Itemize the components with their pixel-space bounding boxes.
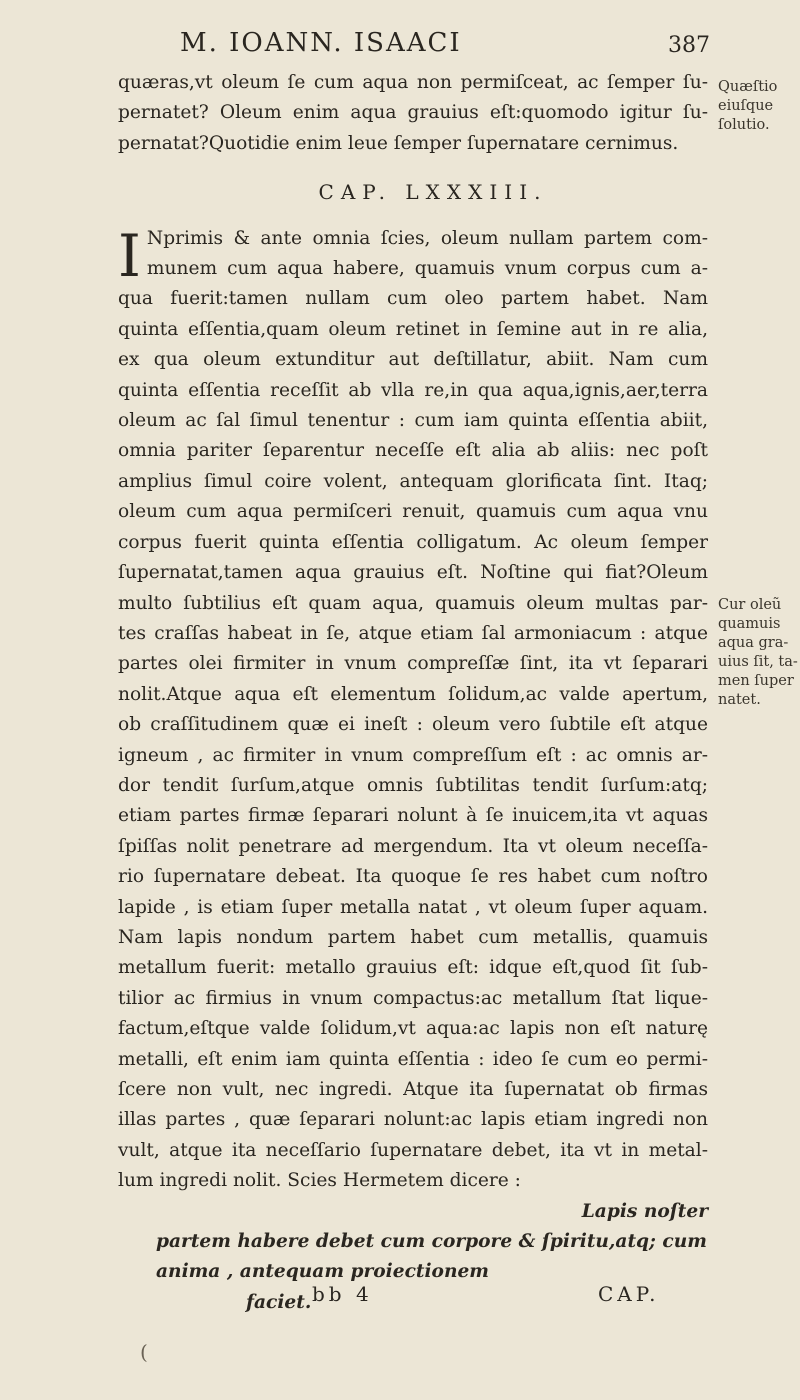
quote-line: anima , antequam proiectionem [156, 1261, 489, 1283]
text-line: pernatat?Quotidie enim leue ſemper ſupernatare cernimus. [118, 132, 679, 154]
text-line: metalli, eſt enim iam quinta eſſentia : ideo ſe cum eo permi- [118, 1048, 708, 1070]
margin-note-question: Quæſtio eiuſque ſolutio. [718, 79, 778, 133]
chapter-opening [118, 221, 708, 290]
text-line: ob craſſitudinem quæ ei ineſt : oleum vero ſubtile eſt atque [118, 714, 708, 736]
text-line: etiam partes firmæ ſeparari nolunt à ſe inuicem,ita vt aquas [118, 805, 708, 827]
text-line: qua fuerit:tamen nullam cum oleo partem habet. Nam [118, 288, 708, 310]
catchword: CAP. [598, 1282, 660, 1306]
text-line: pernatet? Oleum enim aqua grauius eſt:quomodo igitur ſu- [118, 102, 708, 124]
margin-note-oil: Cur oleũ quamuis aqua gra-uius ſit, ta-men ſuper natet. [718, 597, 798, 708]
quote-line: faciet. [246, 1291, 312, 1313]
text-line: Nprimis & ante omnia ſcies, oleum nullam partem com- [146, 227, 708, 249]
text-line: tes craſſas habeat in ſe, atque etiam ſal armoniacum : atque [118, 622, 708, 644]
text-line: oleum cum aqua permiſceri renuit, quamuis cum aqua vnu [118, 501, 708, 523]
text-line: dor tendit ſurſum,atque omnis ſubtilitas tendit ſurſum:atq; [118, 774, 708, 796]
text-line: multo ſubtilius eſt quam aqua, quamuis oleum multas par- [118, 592, 708, 614]
text-line: quæras,vt oleum ſe cum aqua non permiſceat, ac ſemper ſu- [118, 72, 708, 93]
text-line: factum,eſtque valde ſolidum,vt aqua:ac lapis non eſt naturę [118, 1018, 708, 1040]
body-paragraph [118, 284, 708, 1196]
chapter-heading: CAP. LXXXIII. [318, 180, 548, 205]
text-line: rio ſupernatare debeat. Ita quoque ſe res habet cum noſtro [118, 866, 708, 888]
text-line: quinta eſſentia,quam oleum retinet in ſemine aut in re alia, [118, 318, 708, 340]
text-line: ſcere non vult, nec ingredi. Atque ita ſupernatat ob firmas [118, 1079, 708, 1100]
text-line: corpus fuerit quinta eſſentia colligatum. Ac oleum ſemper [118, 531, 708, 553]
drop-cap-initial: I [118, 221, 141, 290]
stray-mark: ( [140, 1340, 148, 1364]
text-line: Nam lapis nondum partem habet cum metallis, quamuis [118, 926, 708, 948]
text-line: illas partes , quæ ſeparari nolunt:ac lapis etiam ingredi non [118, 1109, 708, 1131]
text-line: munem cum aqua habere, quamuis vnum corpus cum a- [146, 258, 708, 280]
text-line: ſpiſſas nolit penetrare ad mergendum. Ita vt oleum neceſſa- [118, 835, 708, 857]
text-line: nolit.Atque aqua eſt elementum ſolidum,ac valde apertum, [118, 683, 708, 705]
text-line: lum ingredi nolit. Scies Hermetem dicere : [118, 1170, 521, 1192]
signature-mark: bb 4 [312, 1282, 373, 1306]
running-title: M. IOANN. ISAACI [180, 28, 462, 58]
text-line: oleum ac ſal ſimul tenentur : cum iam quinta eſſentia abiit, [118, 410, 708, 432]
page-footer [118, 1282, 708, 1322]
text-line: quinta eſſentia receſſit ab vlla re,in qua aqua,ignis,aer,terra [118, 379, 708, 401]
text-line: lapide , is etiam ſuper metalla natat , vt oleum ſuper aquam. [118, 896, 708, 918]
quote-line: Lapis noſter [581, 1200, 708, 1222]
text-line: igneum , ac firmiter in vnum compreſſum eſt : ac omnis ar- [118, 744, 708, 766]
main-text [118, 68, 708, 1318]
text-line: ſupernatat,tamen aqua grauius eſt. Noſtine qui fiat?Oleum [118, 562, 708, 584]
text-line: metallum fuerit: metallo grauius eſt: idque eſt,quod ſit ſub- [118, 957, 708, 979]
running-head [120, 14, 710, 58]
text-line: omnia pariter ſeparentur neceſſe eſt alia ab aliis: nec poſt [118, 440, 708, 462]
text-line: tilior ac firmius in vnum compactus:ac metallum ſtat lique- [118, 987, 708, 1009]
text-line: ex qua oleum extunditur aut deſtillatur, abiit. Nam cum [118, 349, 708, 371]
text-line: amplius ſimul coire volent, antequam glorificata ſint. Itaq; [118, 470, 708, 492]
page-number: 387 [668, 33, 710, 58]
quote-line: partem habere debet cum corpore & ſpiritu,atq; cum [156, 1231, 707, 1253]
text-line: partes olei firmiter in vnum compreſſæ ſint, ita vt ſeparari [118, 653, 708, 675]
text-line: vult, atque ita neceſſario ſupernatare debet, ita vt in metal- [118, 1139, 708, 1161]
